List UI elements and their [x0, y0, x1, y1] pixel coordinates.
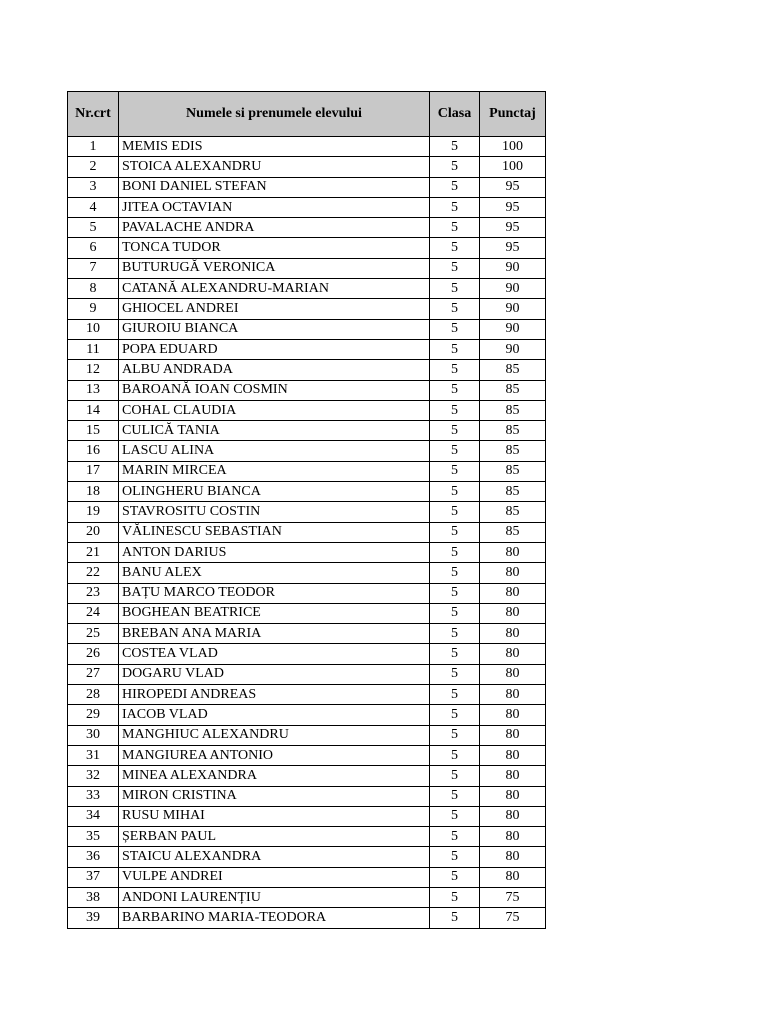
table-row [68, 867, 546, 887]
row-name: RUSU MIHAI [119, 806, 430, 826]
table-row [68, 705, 546, 725]
row-class: 5 [430, 786, 480, 806]
row-class: 5 [430, 502, 480, 522]
row-nr: 15 [68, 421, 119, 441]
table-row [68, 319, 546, 339]
row-score: 80 [480, 583, 546, 603]
row-name: ANTON DARIUS [119, 542, 430, 562]
row-name: MEMIS EDIS [119, 137, 430, 157]
row-name: ȘERBAN PAUL [119, 827, 430, 847]
row-nr: 8 [68, 279, 119, 299]
row-score: 80 [480, 766, 546, 786]
table-row [68, 360, 546, 380]
table-row [68, 461, 546, 481]
table-row [68, 339, 546, 359]
row-nr: 9 [68, 299, 119, 319]
row-name: BAȚU MARCO TEODOR [119, 583, 430, 603]
table-row [68, 624, 546, 644]
row-nr: 7 [68, 258, 119, 278]
row-class: 5 [430, 157, 480, 177]
row-class: 5 [430, 461, 480, 481]
row-score: 80 [480, 786, 546, 806]
header-nr: Nr.crt [68, 92, 119, 137]
row-nr: 5 [68, 218, 119, 238]
row-class: 5 [430, 421, 480, 441]
row-class: 5 [430, 299, 480, 319]
table-row [68, 238, 546, 258]
row-nr: 4 [68, 197, 119, 217]
row-nr: 28 [68, 685, 119, 705]
table-row [68, 827, 546, 847]
row-name: BONI DANIEL STEFAN [119, 177, 430, 197]
row-name: JITEA OCTAVIAN [119, 197, 430, 217]
table-row [68, 258, 546, 278]
table-header [68, 92, 546, 137]
row-class: 5 [430, 177, 480, 197]
row-name: GHIOCEL ANDREI [119, 299, 430, 319]
row-name: VULPE ANDREI [119, 867, 430, 887]
table-row [68, 745, 546, 765]
table-row [68, 299, 546, 319]
row-name: IACOB VLAD [119, 705, 430, 725]
table-row [68, 908, 546, 928]
row-score: 95 [480, 177, 546, 197]
row-class: 5 [430, 745, 480, 765]
row-score: 80 [480, 664, 546, 684]
table-row [68, 421, 546, 441]
row-score: 100 [480, 157, 546, 177]
row-nr: 19 [68, 502, 119, 522]
table-row [68, 177, 546, 197]
row-score: 85 [480, 360, 546, 380]
row-score: 80 [480, 725, 546, 745]
row-nr: 33 [68, 786, 119, 806]
row-score: 75 [480, 908, 546, 928]
table-row [68, 603, 546, 623]
row-class: 5 [430, 279, 480, 299]
table-row [68, 644, 546, 664]
row-class: 5 [430, 583, 480, 603]
row-score: 85 [480, 522, 546, 542]
row-class: 5 [430, 482, 480, 502]
row-name: MIRON CRISTINA [119, 786, 430, 806]
row-class: 5 [430, 522, 480, 542]
row-nr: 27 [68, 664, 119, 684]
table-row [68, 725, 546, 745]
row-score: 80 [480, 563, 546, 583]
table-row [68, 685, 546, 705]
table-row [68, 137, 546, 157]
row-score: 80 [480, 705, 546, 725]
row-nr: 29 [68, 705, 119, 725]
row-name: BOGHEAN BEATRICE [119, 603, 430, 623]
row-name: STOICA ALEXANDRU [119, 157, 430, 177]
table-row [68, 522, 546, 542]
row-score: 90 [480, 258, 546, 278]
row-class: 5 [430, 624, 480, 644]
row-nr: 25 [68, 624, 119, 644]
row-name: STAVROSITU COSTIN [119, 502, 430, 522]
table-row [68, 441, 546, 461]
row-name: DOGARU VLAD [119, 664, 430, 684]
row-name: ALBU ANDRADA [119, 360, 430, 380]
row-score: 90 [480, 279, 546, 299]
row-class: 5 [430, 766, 480, 786]
row-class: 5 [430, 197, 480, 217]
row-nr: 20 [68, 522, 119, 542]
row-class: 5 [430, 705, 480, 725]
row-nr: 12 [68, 360, 119, 380]
row-score: 90 [480, 319, 546, 339]
table-row [68, 197, 546, 217]
row-name: PAVALACHE ANDRA [119, 218, 430, 238]
table-row [68, 766, 546, 786]
row-name: VĂLINESCU SEBASTIAN [119, 522, 430, 542]
results-table [67, 91, 546, 929]
header-row [68, 92, 546, 137]
row-nr: 13 [68, 380, 119, 400]
row-nr: 6 [68, 238, 119, 258]
row-class: 5 [430, 887, 480, 907]
row-class: 5 [430, 827, 480, 847]
row-name: OLINGHERU BIANCA [119, 482, 430, 502]
row-name: MANGIUREA ANTONIO [119, 745, 430, 765]
row-name: POPA EDUARD [119, 339, 430, 359]
table-row [68, 542, 546, 562]
row-score: 80 [480, 847, 546, 867]
row-nr: 16 [68, 441, 119, 461]
table-row [68, 380, 546, 400]
row-nr: 34 [68, 806, 119, 826]
row-name: MINEA ALEXANDRA [119, 766, 430, 786]
row-score: 85 [480, 400, 546, 420]
row-score: 100 [480, 137, 546, 157]
row-name: COHAL CLAUDIA [119, 400, 430, 420]
row-score: 95 [480, 238, 546, 258]
row-name: BANU ALEX [119, 563, 430, 583]
row-nr: 22 [68, 563, 119, 583]
row-nr: 18 [68, 482, 119, 502]
row-nr: 17 [68, 461, 119, 481]
row-class: 5 [430, 685, 480, 705]
row-score: 80 [480, 542, 546, 562]
row-name: MARIN MIRCEA [119, 461, 430, 481]
row-score: 95 [480, 218, 546, 238]
row-class: 5 [430, 542, 480, 562]
row-nr: 39 [68, 908, 119, 928]
row-score: 85 [480, 421, 546, 441]
row-class: 5 [430, 867, 480, 887]
row-score: 85 [480, 441, 546, 461]
row-score: 80 [480, 644, 546, 664]
row-name: BUTURUGĂ VERONICA [119, 258, 430, 278]
row-class: 5 [430, 238, 480, 258]
row-score: 80 [480, 827, 546, 847]
row-nr: 37 [68, 867, 119, 887]
header-name: Numele si prenumele elevului [119, 92, 430, 137]
row-nr: 38 [68, 887, 119, 907]
row-score: 85 [480, 380, 546, 400]
row-class: 5 [430, 400, 480, 420]
row-class: 5 [430, 218, 480, 238]
row-class: 5 [430, 725, 480, 745]
row-nr: 21 [68, 542, 119, 562]
table-row [68, 157, 546, 177]
table-row [68, 482, 546, 502]
row-score: 85 [480, 502, 546, 522]
row-score: 80 [480, 603, 546, 623]
row-name: ANDONI LAURENȚIU [119, 887, 430, 907]
table-row [68, 502, 546, 522]
row-name: CULICĂ TANIA [119, 421, 430, 441]
row-name: BREBAN ANA MARIA [119, 624, 430, 644]
row-class: 5 [430, 563, 480, 583]
table-row [68, 664, 546, 684]
row-name: HIROPEDI ANDREAS [119, 685, 430, 705]
row-nr: 30 [68, 725, 119, 745]
row-score: 80 [480, 867, 546, 887]
row-class: 5 [430, 847, 480, 867]
row-score: 90 [480, 339, 546, 359]
table-row [68, 279, 546, 299]
row-nr: 35 [68, 827, 119, 847]
row-class: 5 [430, 380, 480, 400]
header-class: Clasa [430, 92, 480, 137]
table-row [68, 563, 546, 583]
row-name: GIUROIU BIANCA [119, 319, 430, 339]
row-score: 80 [480, 745, 546, 765]
row-score: 80 [480, 624, 546, 644]
row-score: 80 [480, 806, 546, 826]
row-nr: 36 [68, 847, 119, 867]
row-class: 5 [430, 319, 480, 339]
header-score: Punctaj [480, 92, 546, 137]
table-body [68, 137, 546, 929]
row-nr: 14 [68, 400, 119, 420]
row-class: 5 [430, 441, 480, 461]
row-score: 95 [480, 197, 546, 217]
row-class: 5 [430, 644, 480, 664]
row-class: 5 [430, 664, 480, 684]
row-nr: 3 [68, 177, 119, 197]
row-nr: 1 [68, 137, 119, 157]
row-name: STAICU ALEXANDRA [119, 847, 430, 867]
row-class: 5 [430, 806, 480, 826]
table-row [68, 887, 546, 907]
row-nr: 2 [68, 157, 119, 177]
row-class: 5 [430, 137, 480, 157]
table-row [68, 786, 546, 806]
row-nr: 24 [68, 603, 119, 623]
table-row [68, 847, 546, 867]
row-score: 85 [480, 461, 546, 481]
row-class: 5 [430, 908, 480, 928]
row-name: TONCA TUDOR [119, 238, 430, 258]
table-row [68, 218, 546, 238]
row-class: 5 [430, 603, 480, 623]
row-nr: 23 [68, 583, 119, 603]
row-score: 85 [480, 482, 546, 502]
row-nr: 31 [68, 745, 119, 765]
row-nr: 10 [68, 319, 119, 339]
row-nr: 26 [68, 644, 119, 664]
row-score: 80 [480, 685, 546, 705]
row-class: 5 [430, 339, 480, 359]
row-class: 5 [430, 360, 480, 380]
row-score: 90 [480, 299, 546, 319]
row-name: BARBARINO MARIA-TEODORA [119, 908, 430, 928]
table-row [68, 583, 546, 603]
row-nr: 32 [68, 766, 119, 786]
row-class: 5 [430, 258, 480, 278]
row-name: BAROANĂ IOAN COSMIN [119, 380, 430, 400]
table-row [68, 806, 546, 826]
row-name: CATANĂ ALEXANDRU-MARIAN [119, 279, 430, 299]
row-nr: 11 [68, 339, 119, 359]
row-name: MANGHIUC ALEXANDRU [119, 725, 430, 745]
row-name: COSTEA VLAD [119, 644, 430, 664]
row-name: LASCU ALINA [119, 441, 430, 461]
row-score: 75 [480, 887, 546, 907]
table-row [68, 400, 546, 420]
